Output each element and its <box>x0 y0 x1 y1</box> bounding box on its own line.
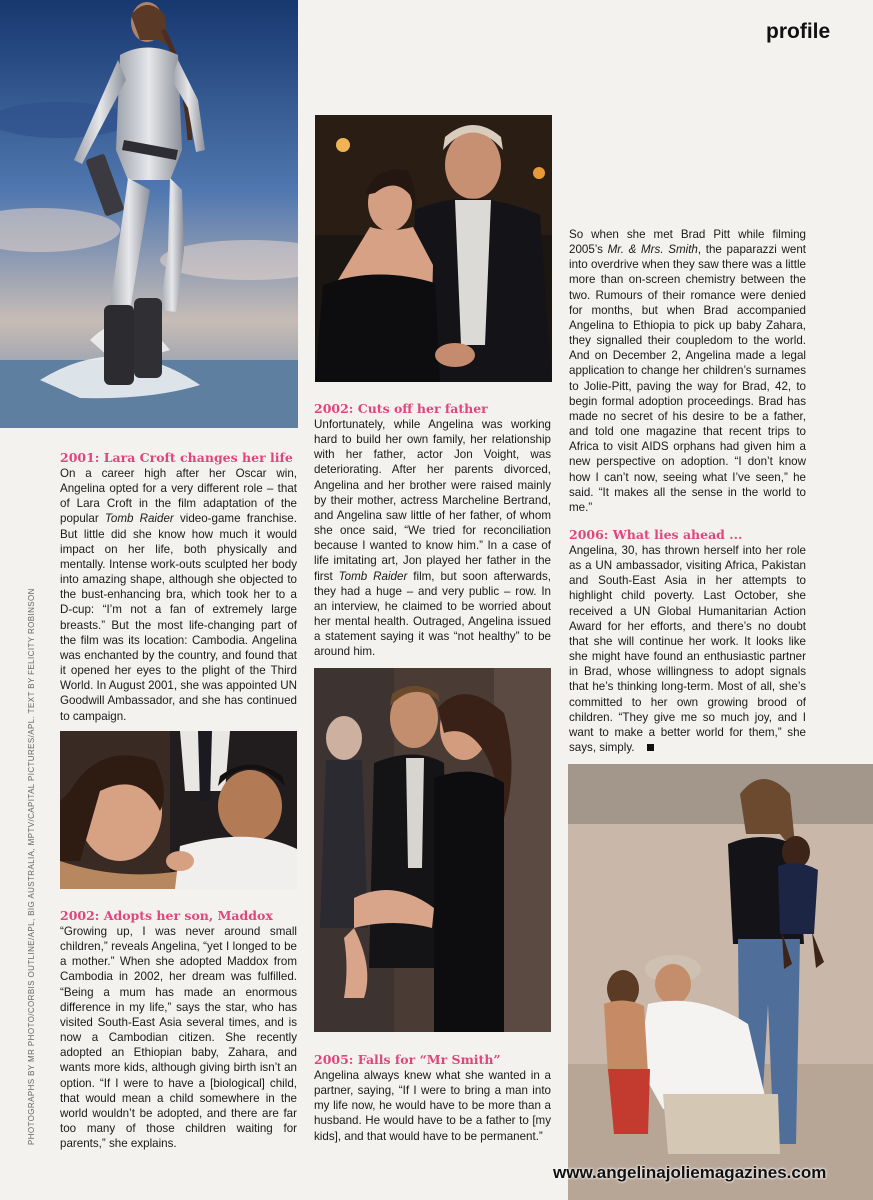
heading-mr-smith: 2005: Falls for “Mr Smith” <box>314 1052 501 1067</box>
section-label: profile <box>766 20 831 43</box>
end-mark-icon <box>647 744 654 751</box>
section-what-lies-ahead <box>569 527 806 755</box>
watermark-url: www.angelinajoliemagazines.com <box>553 1163 827 1182</box>
body-mr-smith: Angelina always knew what she wanted in a partner, saying, “If I were to bring a man into my life now, he would have to be more than a husband. He would have to be a father to [my kids], and that would have to be permanent.” <box>314 1069 551 1143</box>
body-maddox: “Growing up, I was never around small children,” reveals Angelina, “yet I longed to be a mother.” When she adopted Maddox from Cambodia in 2002, her dream was fulfilled. “Being a mum has made an enormous difference in my life,” says the star, who has visited South-East Asia several times, and is now a Cambodian citizen. She recently adopted an Ethiopian baby, Zahara, and wants more kids, although giving birth isn’t an option. “If I were to have a [biological] child, that would mean a child somewhere in the world wouldn’t be adopted, and there are far too many of those children waiting for parents,” she explains. <box>60 925 297 1151</box>
body-lara-croft: On a career high after her Oscar win, Angelina opted for a very different role – that of Lara Croft in the film adaptation of the popular Tomb Raider video-game franchise. But little did she know how much it would impact on her life, both physically and mentally. Intense work-outs sculpted her body into amazing shape, although she objected to the bust-enhancing bra, which took her to a D-cup: “I’m not a fan of extremely large breasts.” But the most life-changing part of the film was its location: Cambodia. Angelina was enchanted by the country, and found that it opened her eyes to the plight of the Third World. In August 2001, she was appointed UN Goodwill Ambassador, and she has continued to campaign. <box>60 467 297 723</box>
heading-father: 2002: Cuts off her father <box>314 401 488 416</box>
section-maddox <box>60 908 297 1151</box>
section-lara-croft <box>60 450 297 724</box>
heading-lara-croft: 2001: Lara Croft changes her life <box>60 450 293 465</box>
body-father: Unfortunately, while Angelina was working hard to build her own family, her relationship with her father, actor Jon Voight, was deteriorating. After her parents divorced, Angelina and her brother were raised mainly by their mother, actress Marcheline Bertrand, and Angelina saw little of her father, of whom she once said, “We tried for reconciliation because I wanted to know him.” In a case of life imitating art, Jon played her father in the first Tomb Raider film, but soon afterwards, they had a huge – and very public – row. In an interview, he claimed to be worried about her mental health. Outraged, Angelina issued a statement saying it was “not healthy” to be around him. <box>314 418 551 659</box>
beach-family-photo <box>568 764 873 1200</box>
mr-mrs-smith-photo <box>314 668 551 1032</box>
jon-voight-photo <box>315 115 552 382</box>
section-brad <box>569 227 806 515</box>
heading-maddox: 2002: Adopts her son, Maddox <box>60 908 273 923</box>
section-father <box>314 401 551 660</box>
body-brad: So when she met Brad Pitt while filming 2005’s Mr. & Mrs. Smith, the paparazzi went into overdrive when they saw there was a little more than on-screen chemistry between the two. Rumours of their romance were denied for months, but when Brad accompanied Angelina to Ethiopia to pick up baby Zahara, they signalled their coupledom to the world. And on December 2, Angelina made a legal application to change her children’s surnames to Jolie-Pitt, paving the way for Brad, 42, to begin formal adoption proceedings. Brad has made no secret of his desire to be a father, and told one magazine that recent trips to Africa to visit AIDS orphans had given him a new perspective on adoption. “I don’t know how I can’t now, seeing what I’ve seen,” he said. “It makes all the sense in the world to me.” <box>569 228 806 514</box>
body-what-lies-ahead: Angelina, 30, has thrown herself into her role as a UN ambassador, visiting Africa, Pakistan and South-East Asia in her attempts to highlight child poverty. Last October, she received a UN Global Humanitarian Action Award for her efforts, and there’s no doubt that she will continue her work. It looks like she might have found an enthusiastic partner in Brad, whose willingness to adopt signals that he’s thinking long-term. Most of all, she’s committed to her own growing brood of children. “They give me so much joy, and I want to make a better world for them,” she says, simply. <box>569 544 806 755</box>
lara-croft-photo <box>0 0 298 428</box>
photo-credit: PHOTOGRAPHS BY MR PHOTO/CORBIS OUTLINE/APL, BIG AUSTRALIA, MPTV/CAPITAL PICTURES/APL. TEXT BY FELICITY ROBINSON <box>27 588 36 1145</box>
maddox-photo <box>60 731 297 889</box>
heading-what-lies-ahead: 2006: What lies ahead ... <box>569 527 743 542</box>
section-mr-smith <box>314 1052 551 1144</box>
